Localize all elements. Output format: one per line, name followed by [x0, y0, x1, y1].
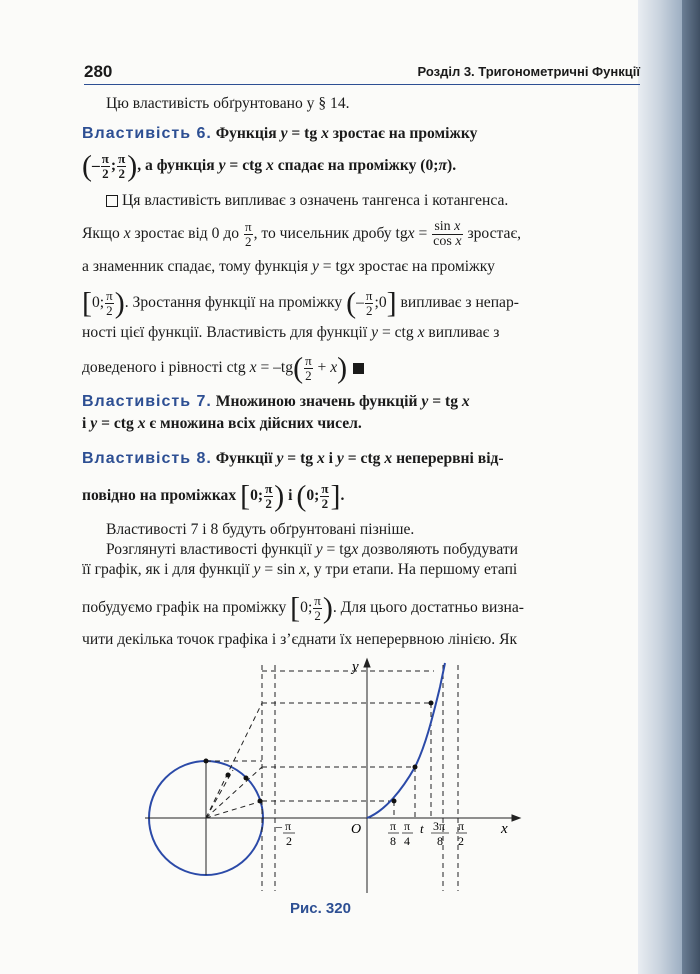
page-header: [84, 60, 640, 85]
property-7-line-2: і y = ctg x є множина всіх дійсних чисел.: [82, 415, 362, 432]
book-edge: [682, 0, 700, 974]
page-number: 280: [84, 62, 113, 81]
main-paragraph-line-3: побудуємо графік на проміжку [0; $\frac{\pi}{2}$ ). Для цього достатньо визна-: [82, 591, 524, 625]
property-7-line-1: Властивість 7. Множиною значень функцій y = tg x: [82, 393, 470, 410]
graph-point-3pi-8: [429, 701, 434, 706]
svg-text:π: π: [404, 819, 411, 833]
property-8-line-2: повідно на проміжках [0; $\frac{\pi}{2}$ ) і (0; $\frac{\pi}{2}$ ].: [82, 479, 345, 513]
svg-text:8: 8: [390, 834, 396, 848]
circle-point-pi-4: [244, 776, 249, 781]
t-label: t: [420, 821, 424, 836]
chapter-title: Розділ 3. Тригонометричні Функції: [417, 64, 640, 79]
proof-line-6: доведеного і рівності ctg x = –tg( $\frac{\pi}{2}$ + x): [82, 354, 628, 383]
svg-text:π: π: [285, 819, 292, 833]
proof-start-square-icon: [106, 195, 118, 207]
main-paragraph-line-2: її графік, як і для функції y = sin x, у три етапи. На першому етапі: [82, 561, 518, 578]
svg-text:2: 2: [286, 834, 292, 848]
neg-pi-2-label: [275, 819, 295, 848]
main-paragraph-line-4: чити декілька точок графіка і з’єднати їх неперервною лінією. Як: [82, 631, 518, 648]
main-paragraph-line-1: Розглянуті властивості функції y = tgx дозволяють побудувати: [106, 541, 518, 558]
origin-label: O: [351, 822, 362, 837]
tick-3pi-8-label: [431, 819, 449, 848]
later-note: Властивості 7 і 8 будуть обґрунтовані пізніше.: [106, 521, 415, 538]
tick-pi-4-label: [402, 819, 413, 848]
circle-point-top: [204, 759, 209, 764]
y-axis-arrow-icon: [364, 659, 370, 667]
svg-text:π: π: [458, 819, 465, 833]
x-axis-label: x: [501, 821, 508, 837]
intro-text: Цю властивість обґрунтовано у § 14.: [106, 95, 350, 112]
tangent-curve: [367, 663, 445, 818]
tick-pi-8-label: [388, 819, 399, 848]
proof-line-3: а знаменник спадає, тому функція y = tgx зростає на проміжку: [82, 258, 495, 275]
figure-caption: Рис. 320: [290, 900, 351, 917]
graph-point-pi-4: [413, 765, 418, 770]
tick-pi-2-label: [456, 819, 467, 848]
proof-line-2: Якщо x зростає від 0 до $\frac{\pi}{2}$ , то чисельник дробу tgx = $\frac{\text{sin x}}{\text{cos x}}$ зростає,: [82, 219, 522, 249]
y-axis-label: y: [352, 659, 359, 675]
svg-text:2: 2: [458, 834, 464, 848]
x-axis-arrow-icon: [512, 815, 520, 821]
proof-line-1: Ця властивість випливає з означень тангенса і котангенса.: [106, 191, 652, 211]
svg-text:–: –: [276, 819, 282, 833]
svg-text:π: π: [390, 819, 397, 833]
proof-line-4: [0; $\frac{\pi}{2}$ ). Зростання функції на проміжку (– $\frac{\pi}{2}$ ;0] випливає з непар-: [82, 286, 519, 320]
ray-pi-4: [206, 767, 262, 818]
svg-text:4: 4: [404, 834, 410, 848]
svg-text:8: 8: [437, 834, 443, 848]
graph-point-pi-8: [392, 799, 397, 804]
property-8-line-1: Властивість 8. Функції y = tg x і y = ctg x неперервні від-: [82, 450, 504, 467]
circle-point-pi-8: [258, 799, 263, 804]
proof-end-square-icon: [353, 363, 364, 374]
property-6-line-1: Властивість 6. Функція y = tg x зростає на проміжку: [82, 125, 478, 142]
tangent-graph-figure: [140, 655, 530, 895]
proof-line-5: ності цієї функції. Властивість для функції y = ctg x випливає з: [82, 324, 500, 341]
ray-pi-8: [206, 801, 262, 818]
svg-text:3π: 3π: [433, 819, 446, 833]
circle-point-3pi-8: [226, 773, 231, 778]
property-6-line-2: (– $\frac{\pi}{2}$ ; $\frac{\pi}{2}$ ), а функція y = ctg x спадає на проміжку (0;π).: [82, 149, 457, 183]
